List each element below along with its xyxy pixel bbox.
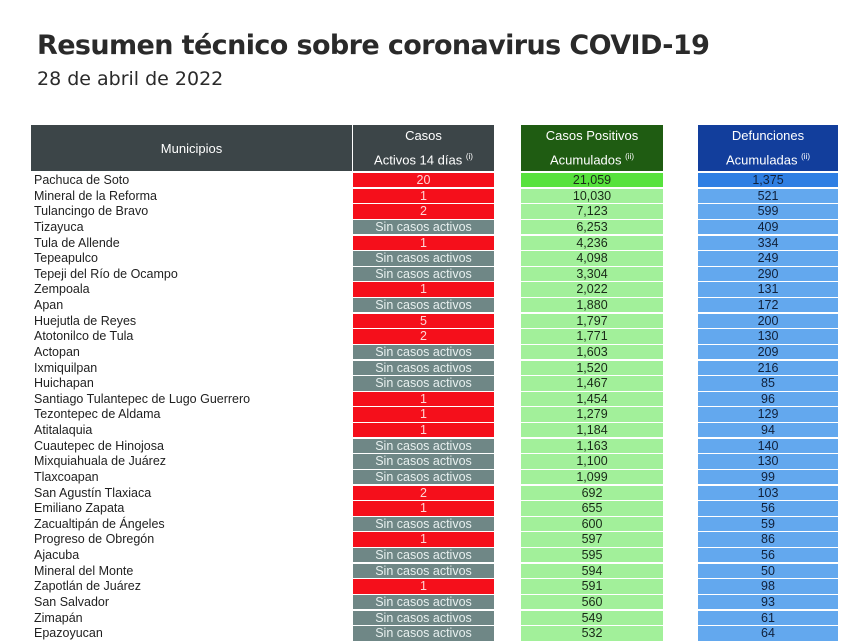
- header-casos-activos-line2: [353, 146, 494, 170]
- table-row: [0, 251, 842, 267]
- municipio-cell: Atotonilco de Tula: [34, 329, 134, 344]
- defunciones-cell: 56: [698, 548, 838, 562]
- defunciones-cell: 86: [698, 532, 838, 546]
- casos-activos-cell: 1: [353, 532, 494, 546]
- casos-positivos-cell: 597: [521, 532, 663, 546]
- casos-positivos-cell: 10,030: [521, 189, 663, 203]
- municipio-cell: Zempoala: [34, 282, 90, 297]
- defunciones-cell: 103: [698, 486, 838, 500]
- casos-positivos-cell: 21,059: [521, 173, 663, 187]
- casos-positivos-cell: 1,771: [521, 329, 663, 343]
- casos-activos-cell: 2: [353, 486, 494, 500]
- municipio-cell: Zimapán: [34, 610, 83, 625]
- table-row: [0, 517, 842, 533]
- table-row: [0, 392, 842, 408]
- casos-activos-cell: Sin casos activos: [353, 611, 494, 625]
- casos-positivos-cell: 595: [521, 548, 663, 562]
- casos-activos-cell: 1: [353, 407, 494, 421]
- table-row: [0, 267, 842, 283]
- casos-activos-cell: 1: [353, 392, 494, 406]
- casos-positivos-cell: 1,184: [521, 423, 663, 437]
- municipio-cell: Ixmiquilpan: [34, 360, 98, 375]
- defunciones-cell: 521: [698, 189, 838, 203]
- municipio-cell: Huichapan: [34, 376, 94, 391]
- casos-activos-cell: Sin casos activos: [353, 298, 494, 312]
- table-row: [0, 439, 842, 455]
- municipio-cell: Mixquiahuala de Juárez: [34, 454, 167, 469]
- municipio-cell: Pachuca de Soto: [34, 173, 130, 187]
- municipio-cell: Tizayuca: [34, 219, 84, 234]
- defunciones-cell: 334: [698, 236, 838, 250]
- table-row: [0, 204, 842, 220]
- municipio-cell: Mineral de la Reforma: [34, 188, 157, 203]
- casos-activos-cell: 2: [353, 204, 494, 218]
- defunciones-cell: 249: [698, 251, 838, 265]
- municipio-cell: Emiliano Zapata: [34, 501, 125, 516]
- table-row: [0, 189, 842, 205]
- casos-positivos-cell: 532: [521, 626, 663, 640]
- header-defunciones-line2: [698, 146, 838, 170]
- defunciones-cell: 94: [698, 423, 838, 437]
- header-casos-activos-line1: Casos: [405, 128, 442, 144]
- defunciones-cell: 98: [698, 579, 838, 593]
- table-row: [0, 173, 842, 189]
- casos-positivos-cell: 7,123: [521, 204, 663, 218]
- casos-positivos-cell: 560: [521, 595, 663, 609]
- header-municipios: [31, 125, 352, 171]
- municipio-cell: Epazoyucan: [34, 626, 103, 641]
- table-row: [0, 501, 842, 517]
- municipio-cell: Huejutla de Reyes: [34, 313, 137, 328]
- header-defunciones-note: (ii): [801, 152, 811, 162]
- table-row: [0, 407, 842, 423]
- header-defunciones-line1: Defunciones: [731, 128, 805, 144]
- casos-activos-cell: Sin casos activos: [353, 564, 494, 578]
- municipio-cell: Atitalaquia: [34, 423, 93, 437]
- municipio-cell: Actopan: [34, 344, 80, 359]
- header-municipios-label: Municipios: [160, 140, 223, 156]
- defunciones-cell: 140: [698, 439, 838, 453]
- municipio-cell: Tepeji del Río de Ocampo: [34, 266, 178, 281]
- defunciones-cell: 61: [698, 611, 838, 625]
- municipio-cell: Apan: [34, 298, 64, 312]
- defunciones-cell: 209: [698, 345, 838, 359]
- defunciones-cell: 131: [698, 282, 838, 296]
- casos-positivos-cell: 1,099: [521, 470, 663, 484]
- header-casos-positivos: [521, 125, 663, 171]
- municipio-cell: Tula de Allende: [34, 235, 120, 250]
- casos-activos-cell: Sin casos activos: [353, 454, 494, 468]
- casos-activos-cell: Sin casos activos: [353, 439, 494, 453]
- municipio-cell: Zapotlán de Juárez: [34, 579, 142, 594]
- casos-activos-cell: Sin casos activos: [353, 345, 494, 359]
- defunciones-cell: 59: [698, 517, 838, 531]
- casos-activos-cell: Sin casos activos: [353, 548, 494, 562]
- casos-positivos-cell: 4,236: [521, 236, 663, 250]
- table-row: [0, 423, 842, 439]
- casos-activos-cell: 5: [353, 314, 494, 328]
- defunciones-cell: 50: [698, 564, 838, 578]
- casos-positivos-cell: 3,304: [521, 267, 663, 281]
- casos-activos-cell: 1: [353, 236, 494, 250]
- casos-positivos-cell: 1,880: [521, 298, 663, 312]
- municipio-cell: Cuautepec de Hinojosa: [34, 438, 164, 453]
- casos-positivos-cell: 1,163: [521, 439, 663, 453]
- header-casos-positivos-note: (ii): [625, 152, 635, 162]
- table-row: [0, 564, 842, 580]
- casos-activos-cell: Sin casos activos: [353, 220, 494, 234]
- casos-activos-cell: 1: [353, 501, 494, 515]
- casos-activos-cell: Sin casos activos: [353, 376, 494, 390]
- table-row: [0, 470, 842, 486]
- municipio-cell: Tlaxcoapan: [34, 469, 99, 484]
- header-casos-positivos-line2: [521, 146, 663, 170]
- casos-positivos-cell: 549: [521, 611, 663, 625]
- municipio-cell: Ajacuba: [34, 548, 80, 562]
- casos-positivos-cell: 1,100: [521, 454, 663, 468]
- table-row: [0, 595, 842, 611]
- casos-activos-cell: Sin casos activos: [353, 470, 494, 484]
- header-defunciones: [698, 125, 838, 171]
- defunciones-cell: 129: [698, 407, 838, 421]
- casos-positivos-cell: 1,797: [521, 314, 663, 328]
- defunciones-cell: 599: [698, 204, 838, 218]
- header-casos-activos-note: (i): [465, 152, 473, 162]
- defunciones-cell: 216: [698, 361, 838, 375]
- casos-activos-cell: Sin casos activos: [353, 267, 494, 281]
- municipio-cell: Santiago Tulantepec de Lugo Guerrero: [34, 391, 251, 406]
- table-row: [0, 579, 842, 595]
- casos-positivos-cell: 6,253: [521, 220, 663, 234]
- table-row: [0, 329, 842, 345]
- casos-positivos-cell: 600: [521, 517, 663, 531]
- defunciones-cell: 99: [698, 470, 838, 484]
- table-row: [0, 548, 842, 564]
- casos-positivos-cell: 1,467: [521, 376, 663, 390]
- municipio-cell: Tulancingo de Bravo: [34, 204, 149, 219]
- defunciones-cell: 56: [698, 501, 838, 515]
- casos-activos-cell: Sin casos activos: [353, 517, 494, 531]
- casos-positivos-cell: 1,279: [521, 407, 663, 421]
- casos-positivos-cell: 4,098: [521, 251, 663, 265]
- defunciones-cell: 409: [698, 220, 838, 234]
- casos-positivos-cell: 594: [521, 564, 663, 578]
- defunciones-cell: 172: [698, 298, 838, 312]
- casos-activos-cell: Sin casos activos: [353, 595, 494, 609]
- casos-activos-cell: Sin casos activos: [353, 361, 494, 375]
- casos-activos-cell: 1: [353, 189, 494, 203]
- table-row: [0, 298, 842, 314]
- defunciones-cell: 130: [698, 454, 838, 468]
- table-row: [0, 220, 842, 236]
- defunciones-cell: 200: [698, 314, 838, 328]
- table-row: [0, 454, 842, 470]
- casos-positivos-cell: 1,603: [521, 345, 663, 359]
- casos-positivos-cell: 591: [521, 579, 663, 593]
- header-casos-positivos-line1: Casos Positivos: [545, 128, 639, 144]
- casos-activos-cell: 1: [353, 282, 494, 296]
- casos-activos-cell: 1: [353, 579, 494, 593]
- municipios-table: [0, 173, 842, 642]
- casos-activos-cell: Sin casos activos: [353, 251, 494, 265]
- table-row: [0, 611, 842, 627]
- casos-positivos-cell: 655: [521, 501, 663, 515]
- municipio-cell: Tezontepec de Aldama: [34, 407, 161, 422]
- casos-positivos-cell: 2,022: [521, 282, 663, 296]
- report-date: 28 de abril de 2022: [37, 68, 224, 90]
- defunciones-cell: 290: [698, 267, 838, 281]
- defunciones-cell: 64: [698, 626, 838, 640]
- casos-positivos-cell: 1,520: [521, 361, 663, 375]
- table-row: [0, 345, 842, 361]
- municipio-cell: Zacualtipán de Ángeles: [34, 516, 165, 531]
- defunciones-cell: 130: [698, 329, 838, 343]
- table-row: [0, 361, 842, 377]
- table-row: [0, 532, 842, 548]
- casos-activos-cell: 2: [353, 329, 494, 343]
- table-row: [0, 282, 842, 298]
- municipio-cell: San Agustín Tlaxiaca: [34, 485, 152, 500]
- casos-activos-cell: Sin casos activos: [353, 626, 494, 640]
- casos-positivos-cell: 1,454: [521, 392, 663, 406]
- table-row: [0, 486, 842, 502]
- casos-activos-cell: 1: [353, 423, 494, 437]
- municipio-cell: Tepeapulco: [34, 251, 98, 266]
- casos-positivos-cell: 692: [521, 486, 663, 500]
- header-defunciones-text: Acumuladas: [725, 152, 798, 168]
- defunciones-cell: 85: [698, 376, 838, 390]
- header-casos-activos-text: Activos 14 días: [374, 152, 463, 168]
- table-row: [0, 314, 842, 330]
- header-casos-positivos-text: Acumulados: [549, 152, 622, 168]
- table-row: [0, 376, 842, 392]
- defunciones-cell: 96: [698, 392, 838, 406]
- municipio-cell: San Salvador: [34, 594, 110, 609]
- table-row: [0, 626, 842, 642]
- casos-activos-cell: 20: [353, 173, 494, 187]
- header-casos-activos: [353, 125, 494, 171]
- municipio-cell: Progreso de Obregón: [34, 532, 155, 547]
- page-title: Resumen técnico sobre coronavirus COVID-19: [37, 30, 710, 61]
- table-row: [0, 236, 842, 252]
- municipio-cell: Mineral del Monte: [34, 563, 134, 578]
- defunciones-cell: 1,375: [698, 173, 838, 187]
- defunciones-cell: 93: [698, 595, 838, 609]
